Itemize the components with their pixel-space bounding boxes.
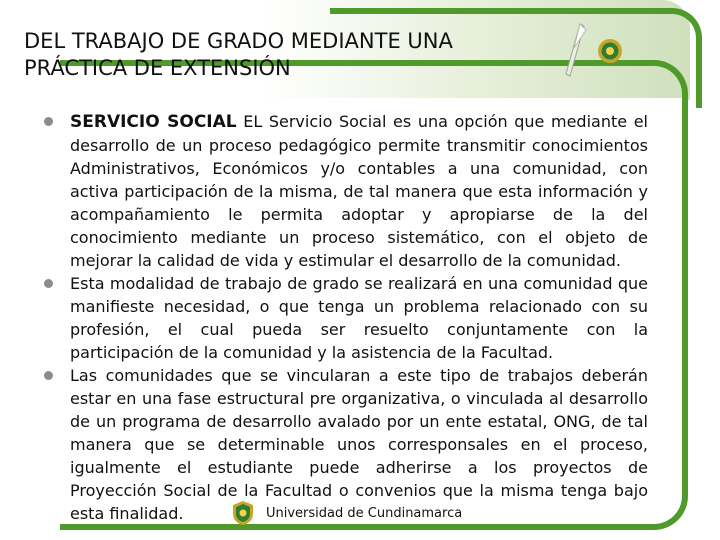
bullet-text: Esta modalidad de trabajo de grado se realizará en una comunidad que manifieste necesidad, o que tenga un problema relacionado con su profesión, el cual pueda ser resuelto conjuntamente con la participación de la comunidad y la asistencia de la Facultad. [70,274,648,362]
bullet-item-servicio-social [44,110,648,272]
bullet-dot-icon [44,117,53,126]
slide-title-line-1: DEL TRABAJO DE GRADO MEDIANTE UNA [24,29,453,53]
bullet-text: Las comunidades que se vincularan a este tipo de trabajos deberán estar en una fase estructural pre organizativa, o vinculada al desarrollo de un programa de desarrollo avalado por un ente estatal, ONG, de tal manera que se determinable unos corresponsales en el proceso, igualmente el estudiante puede adherirse a los proyectos de Proyección Social de la Facultad o convenios que la misma tenga bajo esta finalidad. [70,366,648,523]
bullet-lead: SERVICIO SOCIAL [70,112,237,132]
bullet-text: EL Servicio Social es una opción que mediante el desarrollo de un proceso pedagógico permite transmitir conocimientos Administrativos, Económicos y/o contables a una comunidad, con activa participación de la misma, de tal manera que esta información y acompañamiento le permita adoptar y apropiarse de la del conocimiento mediante un proceso sistemático, con el objeto de mejorar la calidad de vida y estimular el desarrollo de la comunidad. [70,112,648,270]
footer [232,498,462,528]
bullet-list [44,110,648,525]
university-seal-icon [597,38,623,64]
bullet-dot-icon [44,279,53,288]
bullet-item-modalidad [44,272,648,364]
slide-title-line-2: PRÁCTICA DE EXTENSIÓN [24,56,291,80]
slide-title [24,28,453,82]
university-seal-icon [232,500,254,526]
footer-university-name: Universidad de Cundinamarca [266,505,463,521]
bullet-dot-icon [44,371,53,380]
quill-pen-icon [560,18,588,78]
